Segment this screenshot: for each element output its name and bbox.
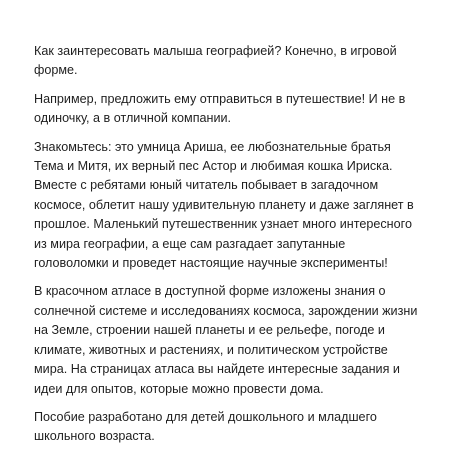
paragraph-characters: Знакомьтесь: это умница Ариша, ее любознательные братья Тема и Митя, их верный пес Астор и любимая кошка Ириска. Вместе с ребятами юный читатель побывает в загадочном космосе, облетит нашу удивительную планету и даже заглянет в прошлое. Маленький путешественник узнает много интересного из мира географии, а еще сам разгадает запутанные головоломки и проведет настоящие научные эксперименты! — [34, 139, 414, 271]
paragraph-intro: Как заинтересовать малыша географией? Конечно, в игровой форме. — [34, 44, 397, 78]
paragraph-audience: Пособие разработано для детей дошкольного и младшего школьного возраста. — [34, 409, 377, 444]
paragraph-journey: Например, предложить ему отправиться в путешествие! И не в одиночку, а в отличной компании. — [34, 91, 406, 126]
document-body — [34, 42, 420, 456]
paragraph-atlas-contents: В красочном атласе в доступной форме изложены знания о солнечной системе и исследованиях космоса, зарождении жизни на Земле, строении нашей планеты и ее рельефе, погоде и климате, животных и растениях, и политическом устройстве мира. На страницах атласа вы найдете интересные задания и идеи для опытов, которые можно провести дома. — [34, 284, 418, 396]
